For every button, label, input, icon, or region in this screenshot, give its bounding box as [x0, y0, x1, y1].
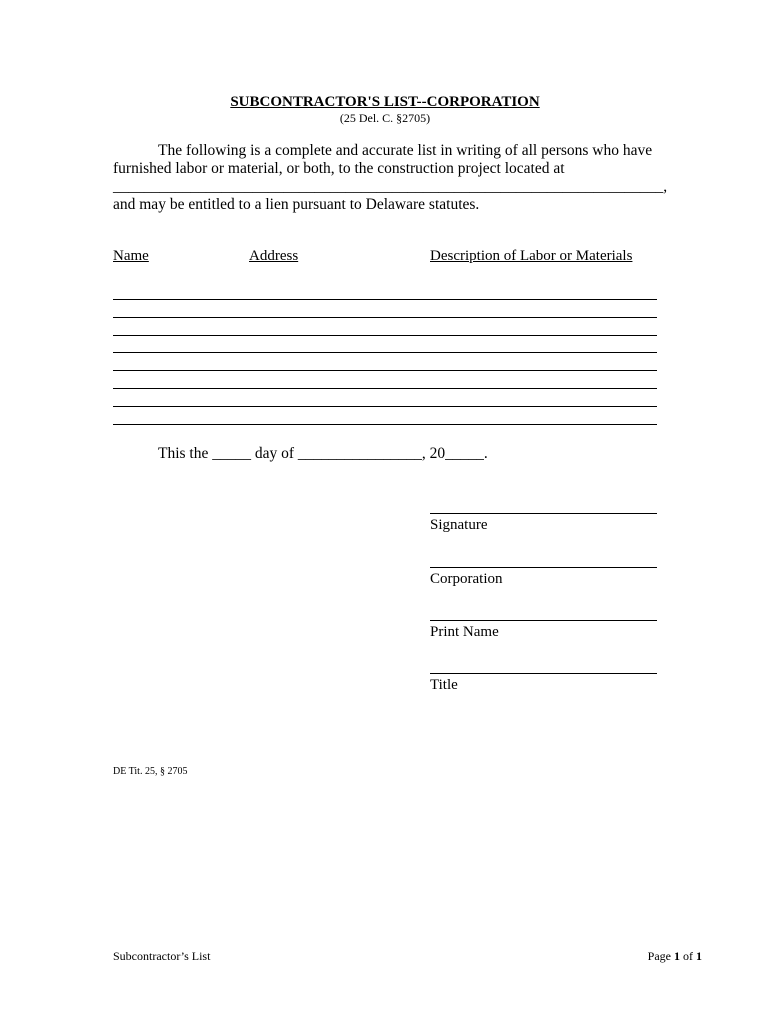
intro-line-2: furnished labor or material, or both, to the construction project located at: [113, 160, 565, 177]
footer-document-name: Subcontractor’s List: [113, 949, 211, 963]
signature-label: Signature: [430, 517, 488, 533]
date-line: This the _____ day of ________________, 20_____.: [158, 445, 488, 462]
intro-line-1: The following is a complete and accurate list in writing of all persons who have: [158, 142, 653, 159]
footer-page-number: [648, 949, 702, 964]
entry-line: [113, 335, 657, 336]
location-blank-line: _______________________________________________________________________,: [113, 178, 668, 195]
entry-line: [113, 352, 657, 353]
column-header-description: Description of Labor or Materials: [430, 248, 633, 264]
statute-citation: DE Tit. 25, § 2705: [113, 766, 188, 777]
column-header-name: Name: [113, 248, 149, 264]
entry-line: [113, 370, 657, 371]
page-total: 1: [696, 949, 702, 963]
entry-line: [113, 317, 657, 318]
page-of: of: [680, 949, 696, 963]
print-name-label: Print Name: [430, 624, 499, 640]
page-current: 1: [674, 949, 680, 963]
document-title: SUBCONTRACTOR'S LIST--CORPORATION: [230, 94, 540, 110]
entry-line: [113, 406, 657, 407]
title-label: Title: [430, 677, 458, 693]
entry-line: [113, 299, 657, 300]
page-prefix: Page: [647, 949, 674, 963]
corporation-line: [430, 567, 657, 568]
entry-line: [113, 388, 657, 389]
corporation-label: Corporation: [430, 571, 503, 587]
title-line: [430, 673, 657, 674]
entry-line: [113, 424, 657, 425]
document-subtitle: (25 Del. C. §2705): [339, 111, 431, 125]
column-header-address: Address: [249, 248, 299, 264]
intro-line-3: and may be entitled to a lien pursuant to Delaware statutes.: [113, 196, 480, 213]
print-name-line: [430, 620, 657, 621]
signature-line: [430, 513, 657, 514]
